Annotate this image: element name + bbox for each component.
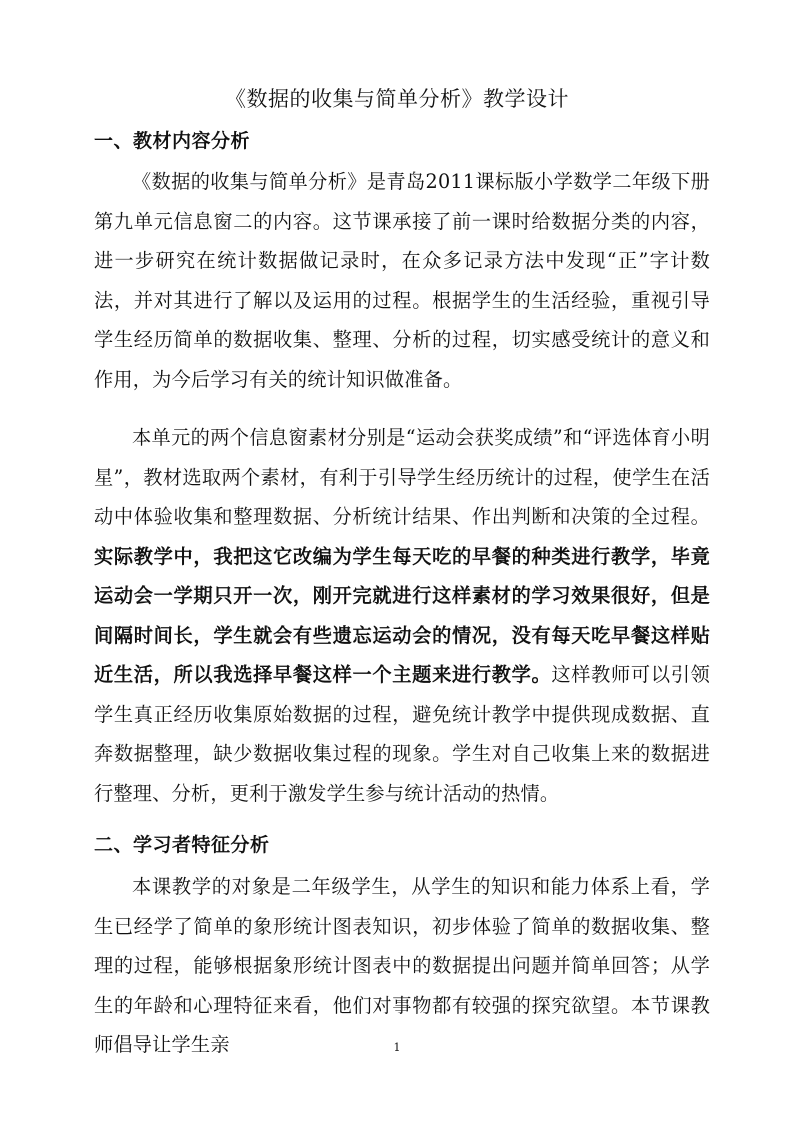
paragraph-learner-characteristics: 本课教学的对象是二年级学生，从学生的知识和能力体系上看，学生已经学了简单的象形统计图表知识，初步体验了简单的数据收集、整理的过程，能够根据象形统计图表中的数据提出问题并简单回答；从学生的年龄和心理特征来看，他们对事物都有较强的探究欲望。本节课教师倡导让学生亲 (94, 875, 710, 1056)
section-heading-textbook-analysis: 一、教材内容分析 (94, 130, 251, 152)
paragraph-text-regular: 本单元的两个信息窗素材分别是“运动会获奖成绩”和“评选体育小明星”，教材选取两个素材，有利于引导学生经历统计的过程，使学生在活动中体验收集和整理数据、分析统计结果、作出判断和决策的全过程。 (94, 426, 710, 528)
paragraph-unit-materials (94, 418, 710, 813)
document-title: 《数据的收集与简单分析》教学设计 (225, 87, 569, 111)
paragraph-text-bold: 实际教学中，我把这它改编为学生每天吃的早餐的种类进行教学，毕竟运动会一学期只开一次，刚开完就进行这样素材的学习效果很好，但是间隔时间长，学生就会有些遗忘运动会的情况，没有每天吃早餐这样贴近生活，所以我选择早餐这样一个主题来进行教学。 (94, 544, 710, 686)
paragraph-text-regular-continued: 这样教师可以引领学生真正经历收集原始数据的过程，避免统计教学中提供现成数据、直奔数据整理，缺少数据收集过程的现象。学生对自己收集上来的数据进行整理、分析，更利于激发学生参与统计活动的热情。 (94, 663, 710, 805)
paragraph-textbook-content: 《数据的收集与简单分析》是青岛2011课标版小学数学二年级下册第九单元信息窗二的内容。这节课承接了前一课时给数据分类的内容，进一步研究在统计数据做记录时，在众多记录方法中发现“正”字计数法，并对其进行了解以及运用的过程。根据学生的生活经验，重视引导学生经历简单的数据收集、整理、分析的过程，切实感受统计的意义和作用，为今后学习有关的统计知识做准备。 (94, 170, 710, 391)
section-heading-learner-analysis: 二、学习者特征分析 (94, 834, 270, 856)
page-number: 1 (393, 1041, 401, 1054)
